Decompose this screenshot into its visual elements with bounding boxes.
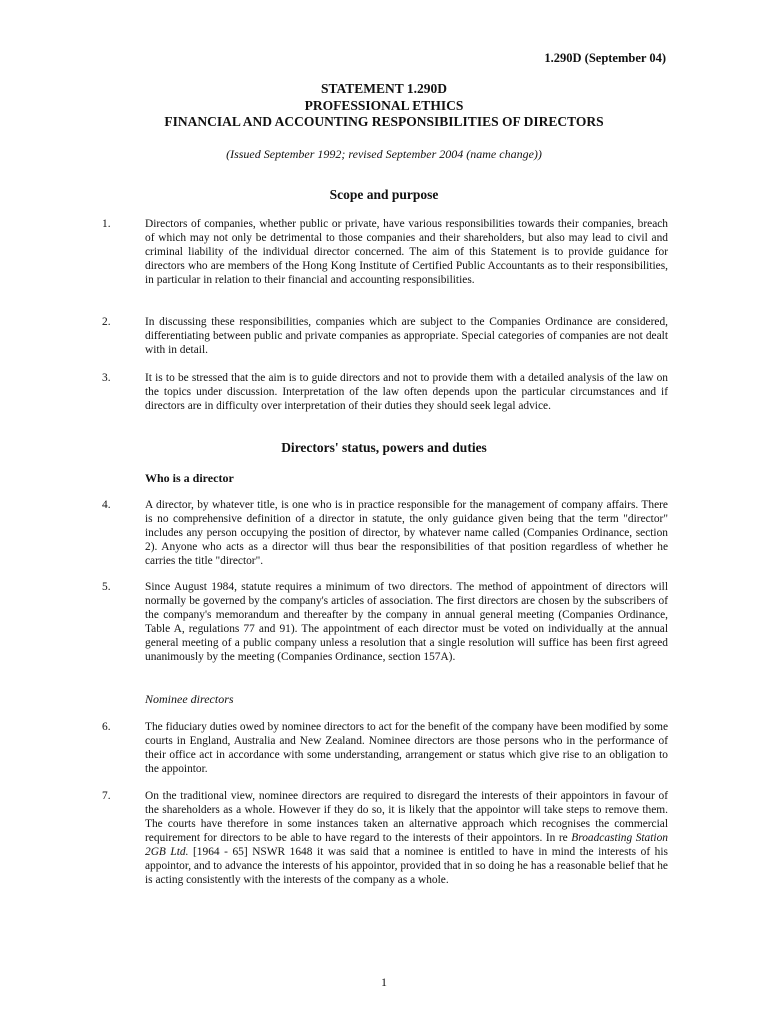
paragraph-text: A director, by whatever title, is one who is in practice responsible for the management of company affairs. There is no comprehensive definition of a director in statute, the only guidance given being that the term "director" includes any person occupying the position of director, by whatever name called (Companies Ordinance, section 2). Anyone who acts as a director will thus bear the responsibilities of that position regardless of whether he carries the title "director". xyxy=(145,499,668,567)
title-statement: STATEMENT 1.290D xyxy=(320,81,448,96)
document-reference: 1.290D (September 04) xyxy=(544,51,666,65)
title-subject: FINANCIAL AND ACCOUNTING RESPONSIBILITIES OF DIRECTORS xyxy=(164,114,604,129)
paragraph-text: It is to be stressed that the aim is to guide directors and not to provide them with a detailed analysis of the law on the topics under discussion. Interpretation of the law often depends upon the particular circumstances and if directors are in difficulty over interpretation of their duties they should seek legal advice. xyxy=(145,372,668,412)
title-professional-ethics: PROFESSIONAL ETHICS xyxy=(304,97,464,113)
paragraph-text: Directors of companies, whether public or private, have various responsibilities towards their companies, breach of which may not only be detrimental to those companies and their shareholders, but also may lead to civil and criminal liability of the individual director concerned. The aim of this Statement is to provide guidance for directors who are members of the Hong Kong Institute of Certified Public Accountants as to their responsibilities, in particular in relation to their financial and accounting responsibilities. xyxy=(145,218,668,286)
paragraph-number: 2. xyxy=(102,316,111,328)
paragraph-text: In discussing these responsibilities, companies which are subject to the Companies Ordinance are considered, differentiating between public and private companies as appropriate. Special categories of companies are not dealt with in detail. xyxy=(145,316,668,356)
paragraph-number: 7. xyxy=(102,790,111,802)
case-name: Broadcasting Station 2GB Ltd. xyxy=(145,832,668,858)
paragraph-number: 6. xyxy=(102,721,111,733)
issued-note: (Issued September 1992; revised September 2004 (name change)) xyxy=(226,147,542,161)
paragraph-text-after-case: [1964 - 65] NSWR 1648 it was said that a nominee is entitled to have in mind the interests of his appointor, and to advance the interests of his appointor, provided that in so doing he has a reasonable belief that he is acting consistently with the interests of the company as a whole. xyxy=(145,846,668,886)
document-title xyxy=(0,81,768,131)
paragraph-text xyxy=(145,789,668,887)
section-heading-status: Directors' status, powers and duties xyxy=(281,440,487,455)
paragraph-text: Since August 1984, statute requires a minimum of two directors. The method of appointment of directors will normally be governed by the company's articles of association. The first directors are chosen by the subscribers of the company's memorandum and thereafter by the company in annual general meeting (Companies Ordinance, Table A, regulations 77 and 91). The appointment of each director must be voted on individually at the annual general meeting of a public company unless a resolution that a single resolution will suffice has been first agreed unanimously by the meeting (Companies Ordinance, section 157A). xyxy=(145,581,668,663)
paragraph-text: The fiduciary duties owed by nominee directors to act for the benefit of the company have been modified by some courts in England, Australia and New Zealand. Nominee directors are those persons who in the performance of their office act in accordance with some understanding, arrangement or status which give rise to an obligation to the appointor. xyxy=(145,721,668,775)
page-number: 1 xyxy=(381,975,387,989)
subheading-who-is-director: Who is a director xyxy=(145,471,234,485)
paragraph-number: 1. xyxy=(102,218,111,230)
paragraph-number: 4. xyxy=(102,499,111,511)
paragraph-number: 3. xyxy=(102,372,111,384)
subheading-nominee-directors: Nominee directors xyxy=(145,692,234,706)
paragraph-number: 5. xyxy=(102,581,111,593)
paragraph-text-before-case: On the traditional view, nominee directors are required to disregard the interests of their appointors in favour of the shareholders as a whole. However if they do so, it is likely that the appointor will take steps to remove them. The courts have therefore in some instances taken an alternative approach which recognises the commercial requirement for directors to be able to have regard to the interests of their appointors. In re xyxy=(145,790,668,844)
section-heading-scope: Scope and purpose xyxy=(329,187,439,202)
